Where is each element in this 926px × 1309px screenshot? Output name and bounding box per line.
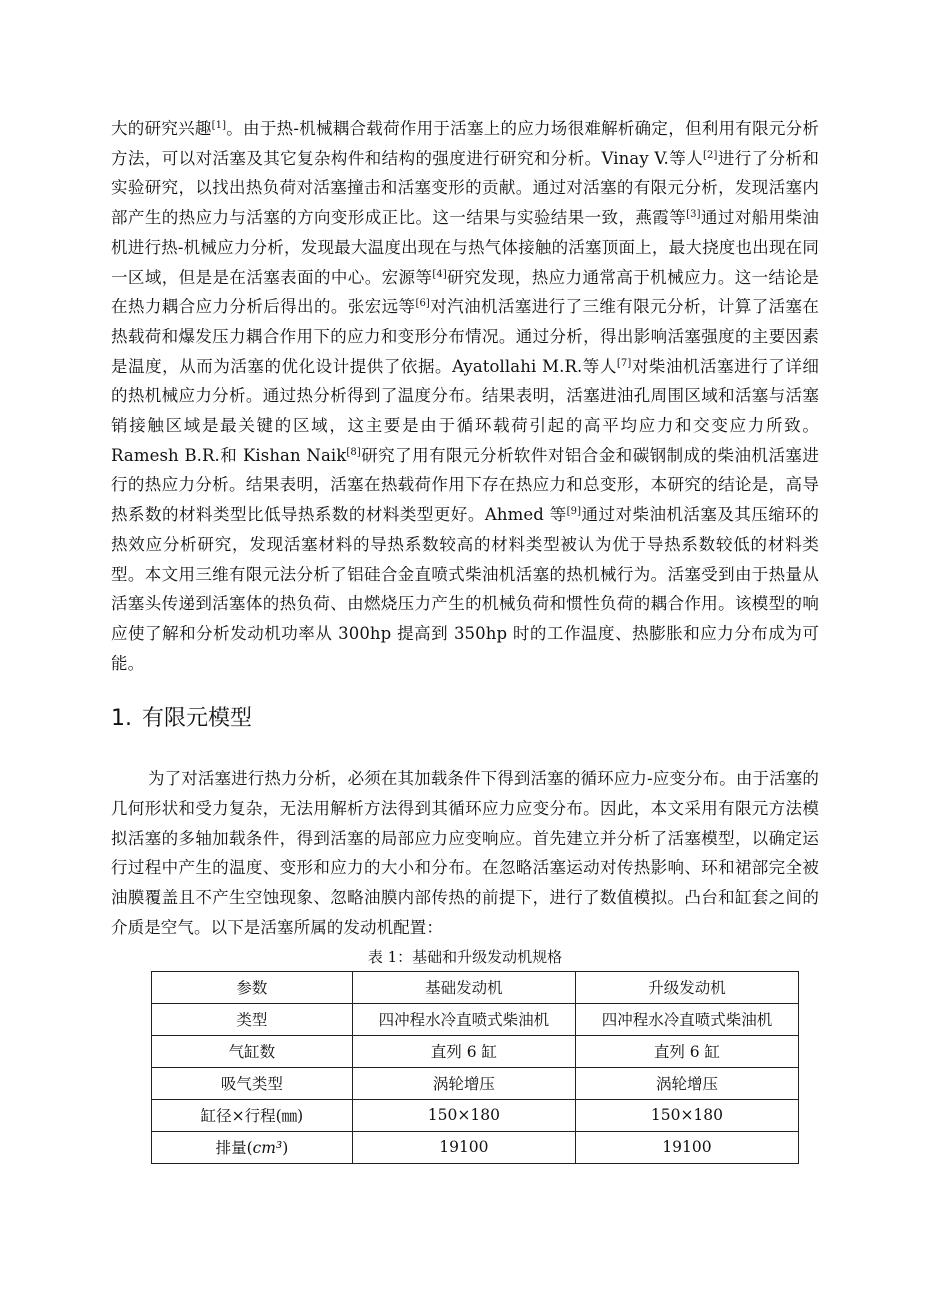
- table-cell-displacement: 排量(cm³): [152, 1131, 353, 1163]
- citation-sup: [9]: [566, 506, 582, 518]
- header-cell-base: 基础发动机: [352, 971, 575, 1003]
- intro-paragraph: [111, 114, 819, 678]
- header-cell-param: 参数: [152, 971, 353, 1003]
- table-row: [152, 1099, 799, 1131]
- table-cell: 缸径×行程(㎜): [152, 1099, 353, 1131]
- table-header-row: [152, 971, 799, 1003]
- engine-spec-table: [151, 971, 799, 1164]
- table-cell: 150×180: [575, 1099, 798, 1131]
- table-cell: 类型: [152, 1003, 353, 1035]
- table-cell: 150×180: [352, 1099, 575, 1131]
- citation-sup: [4]: [432, 268, 447, 280]
- table-cell: 涡轮增压: [575, 1067, 798, 1099]
- table-cell: 吸气类型: [152, 1067, 353, 1099]
- citation-sup: [1]: [211, 120, 227, 131]
- displacement-unit: cm³: [252, 1139, 283, 1158]
- citation-sup: [7]: [616, 357, 632, 369]
- table-cell: 涡轮增压: [352, 1067, 575, 1099]
- intro-text: 通过对柴油机活塞及其压缩环的热效应分析研究，发现活塞材料的导热系数较高的材料类型被认为优于导热系数较低的材料类型。本文用三维有限元法分析了铝硅合金直喷式柴油机活塞的热机械行为。活塞受到由于热量从活塞头传递到活塞体的热负荷、由燃烧压力产生的机械负荷和惯性负荷的耦合作用。该模型的响应使了解和分析发动机功率从 300hp 提高到 350hp 时的工作温度、热膨胀和应力分布成为可能。: [111, 505, 819, 673]
- intro-text: 进行了分析和实验研究，以找出热负荷对活塞撞击和活塞变形的贡献。通过对活塞的有限元分析，发现活塞内部产生的热应力与活塞的方向变形成正比。这一结果与实验结果一致，燕霞等: [111, 148, 819, 228]
- intro-text: 通过对船用柴油机进行热-机械应力分析，发现最大温度出现在与热气体接触的活塞顶面上，最大挠度也出现在同一区域，但是是在活塞表面的中心。宏源等: [111, 208, 820, 287]
- section-number: 1.: [111, 706, 132, 732]
- table-row: [152, 1067, 799, 1099]
- intro-text: 大的研究兴趣: [111, 119, 212, 138]
- citation-sup: [8]: [346, 446, 361, 458]
- intro-text: 研究了用有限元分析软件对铝合金和碳钢制成的柴油机活塞进行的热应力分析。结果表明，活塞在热载荷作用下存在热应力和总变形，本研究的结论是，高导热系数的材料类型比低导热系数的材料类型更好。Ahmed 等: [111, 445, 819, 525]
- intro-text: 对汽油机活塞进行了三维有限元分析，计算了活塞在热载荷和爆发压力耦合作用下的应力和变形分布情况。通过分析，得出影响活塞强度的主要因素是温度，从而为活塞的优化设计提供了依据。Ayatollahi M.R.等人: [111, 297, 819, 376]
- citation-sup: [6]: [415, 298, 430, 310]
- citation-sup: [3]: [686, 209, 701, 221]
- section-paragraph: 为了对活塞进行热力分析，必须在其加载条件下得到活塞的循环应力-应变分布。由于活塞的几何形状和受力复杂，无法用解析方法得到其循环应力应变分布。因此，本文采用有限元方法模拟活塞的多轴加载条件，得到活塞的局部应力应变响应。首先建立并分析了活塞模型，以确定运行过程中产生的温度、变形和应力的大小和分布。在忽略活塞运动对传热影响、环和裙部完全被油膜覆盖且不产生空蚀现象、忽略油膜内部传热的前提下，进行了数值模拟。凸台和缸套之间的介质是空气。以下是活塞所属的发动机配置：: [111, 769, 819, 937]
- intro-text: 对柴油机活塞进行了详细的热机械应力分析。通过热分析得到了温度分布。结果表明，活塞进油孔周围区域和活塞与活塞销接触区域是最关键的区域，这主要是由于循环载荷引起的高平均应力和交变应力所致。Ramesh B.R.和 Kishan Naik: [111, 356, 819, 465]
- table-caption: 表 1：基础和升级发动机规格: [367, 947, 563, 966]
- table-cell: 四冲程水冷直喷式柴油机: [352, 1003, 575, 1035]
- table-row: [152, 1003, 799, 1035]
- header-cell-upgrade: 升级发动机: [575, 971, 798, 1003]
- table-cell: 四冲程水冷直喷式柴油机: [575, 1003, 798, 1035]
- section-title: 有限元模型: [142, 706, 253, 732]
- citation-sup: [2]: [703, 149, 718, 161]
- table-cell: 气缸数: [152, 1035, 353, 1067]
- table-row: [152, 1131, 799, 1163]
- document-page: [111, 114, 819, 1164]
- table-cell: 直列 6 缸: [575, 1035, 798, 1067]
- table-row: [152, 1035, 799, 1067]
- intro-text: 。由于热-机械耦合载荷作用于活塞上的应力场很难解析确定，但利用有限元分析方法，可以对活塞及其它复杂构件和结构的强度进行研究和分析。Vinay V.等人: [111, 119, 819, 168]
- intro-text: 研究发现，热应力通常高于机械应力。这一结论是在热力耦合应力分析后得出的。张宏远等: [111, 267, 819, 317]
- table-cell: 19100: [575, 1131, 798, 1163]
- table-cell: 19100: [352, 1131, 575, 1163]
- section-heading: [111, 704, 819, 734]
- table-cell: 直列 6 缸: [352, 1035, 575, 1067]
